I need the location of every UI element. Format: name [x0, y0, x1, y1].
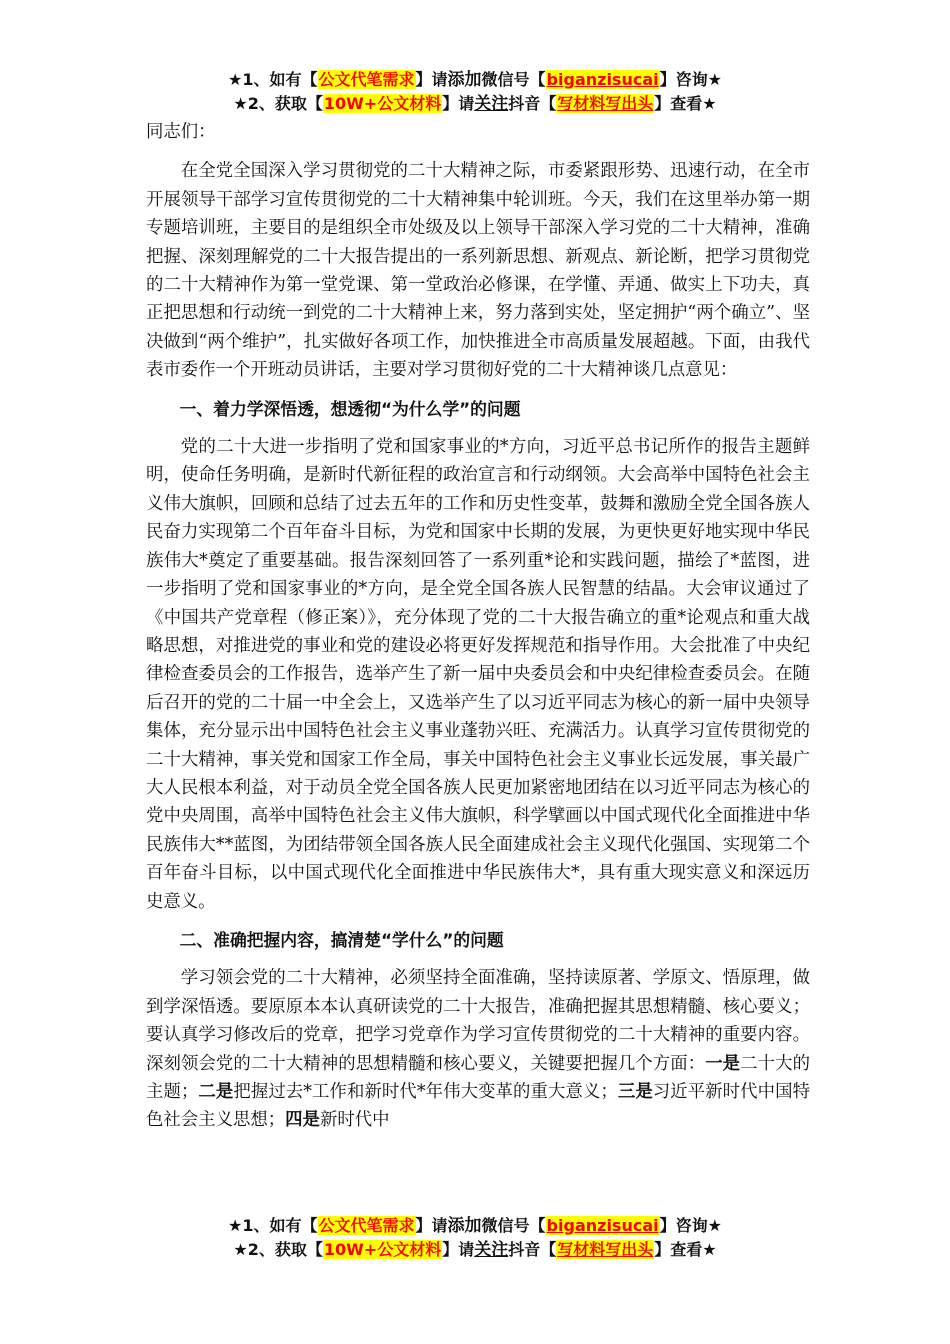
promo-text: 】查看★	[654, 94, 717, 113]
section-heading-2: 二、准确把握内容，搞清楚“学什么”的问题	[179, 929, 504, 950]
promo-text: 】查看★	[654, 1240, 717, 1259]
promo-text: 】咨询★	[659, 70, 722, 89]
key-point-marker: 一是	[705, 1053, 741, 1074]
promo-wechat-id: biganzisucai	[546, 70, 659, 89]
promo-text: 】请	[442, 1240, 475, 1259]
promo-text: 】请	[415, 1216, 448, 1235]
promo-text: 】咨询★	[659, 1216, 722, 1235]
paragraph-text: 习近平新时代中国特色社会主义思想；	[146, 1082, 810, 1131]
promo-text: 抖音【	[508, 94, 557, 113]
paragraph-text: 新时代中	[319, 1110, 390, 1131]
promo-text: ★1、如有【	[228, 1216, 318, 1235]
section-1-paragraph: 党的二十大进一步指明了党和国家事业的*方向，习近平总书记所作的报告主题鲜明，使命任务明确，是新时代新征程的政治宣言和行动纲领。大会高举中国特色社会主义伟大旗帜，回顾和总结了过去五年的工作和历史性变革，鼓舞和激励全党全国各族人民奋力实现第二个百年奋斗目标，为党和国家中长期的发展，为更快更好地实现中华民族伟大*奠定了重要基础。报告深刻回答了一系列重*论和实践问题，描绘了*蓝图，进一步指明了党和国家事业的*方向，是全党全国各族人民智慧的结晶。大会审议通过了《中国共产党章程（修正案）》，充分体现了党的二十大报告确立的重*论观点和重大战略思想，对推进党的事业和党的建设必将更好发挥规范和指导作用。大会批准了中央纪律检查委员会的工作报告，选举产生了新一届中央委员会和中央纪律检查委员会。在随后召开的党的二十届一中全会上，又选举产生了以习近平同志为核心的新一届中央领导集体，充分显示出中国特色社会主义事业蓬勃兴旺、充满活力。认真学习宣传贯彻党的二十大精神，事关党和国家工作全局，事关中国特色社会主义事业长远发展，事关最广大人民根本利益，对于动员全党全国各族人民更加紧密地团结在以习近平同志为核心的党中央周围，高举中国特色社会主义伟大旗帜，科学擘画以中国式现代化全面推进中华民族伟大**蓝图，为团结带领全国各族人民全面建成社会主义现代化强国、实现第二个百年奋斗目标，以中国式现代化全面推进中华民族伟大*，具有重大现实意义和深远历史意义。	[146, 437, 810, 912]
promo-highlight: 公文代笔需求	[318, 70, 415, 89]
intro-paragraph: 在全党全国深入学习贯彻党的二十大精神之际，市委紧跟形势、迅速行动，在全市开展领导干部学习宣传贯彻党的二十大精神集中轮训班。今天，我们在这里举办第一期专题培训班，主要目的是组织全市处级及以上领导干部深入学习党的二十大精神，准确把握、深刻理解党的二十大报告提出的一系列新思想、新观点、新论断，把学习贯彻党的二十大精神作为第一堂党课、第一堂政治必修课，在学懂、弄通、做实上下功夫，真正把思想和行动统一到党的二十大精神上来，努力落到实处，坚定拥护“两个确立”、坚决做到“两个维护”，扎实做好各项工作，加快推进全市高质量发展超越。下面，由我代表市委作一个开班动员讲话，主要对学习贯彻好党的二十大精神谈几点意见：	[146, 161, 810, 381]
salutation: 同志们：	[146, 122, 216, 142]
document-body	[146, 118, 810, 1135]
paragraph-text: 二十大的主题；	[146, 1053, 810, 1102]
key-point-marker: 四是	[285, 1110, 320, 1131]
promo-text: 】请	[415, 70, 448, 89]
promo-wechat-id: biganzisucai	[546, 1216, 659, 1235]
promo-text: ★2、获取【	[233, 94, 323, 113]
paragraph-text: 学习领会党的二十大精神，必须坚持全面准确，坚持读原著、学原文、悟原理，做到学深悟透。要原原本本认真研读党的二十大报告，准确把握其思想精髓、核心要义；要认真学习修改后的党章，把学习党章作为学习宣传贯彻党的二十大精神的重要内容。深刻领会党的二十大精神的思想精髓和核心要义，关键要把握几个方面：	[146, 968, 810, 1074]
promo-line-1	[0, 1214, 950, 1238]
promo-text: ★2、获取【	[233, 1240, 323, 1259]
promo-line-1	[0, 68, 950, 92]
promo-banner-bottom	[0, 1214, 950, 1262]
promo-highlight: 公文代笔需求	[318, 1216, 415, 1235]
paragraph-text: 把握过去*工作和新时代*年伟大变革的重大意义；	[233, 1082, 618, 1102]
promo-text: ★1、如有【	[228, 70, 318, 89]
promo-banner-top	[0, 68, 950, 116]
key-point-marker: 三是	[617, 1082, 653, 1102]
promo-emphasis: 关注	[474, 94, 509, 114]
section-heading-1: 一、着力学深悟透，想透彻“为什么学”的问题	[179, 398, 521, 419]
promo-text: 微信号【	[481, 1216, 546, 1235]
key-point-marker: 二是	[198, 1082, 234, 1102]
promo-highlight: 10W+公文材料	[323, 1240, 442, 1259]
promo-line-2	[0, 92, 950, 116]
promo-douyin-id: 写材料写出头	[557, 1240, 654, 1259]
promo-emphasis: 添加	[447, 1216, 482, 1236]
promo-highlight: 10W+公文材料	[323, 94, 442, 113]
promo-line-2	[0, 1238, 950, 1262]
section-2-paragraph	[146, 964, 810, 1134]
promo-text: 微信号【	[481, 70, 546, 89]
promo-douyin-id: 写材料写出头	[557, 94, 654, 113]
promo-emphasis: 关注	[474, 1240, 509, 1260]
promo-emphasis: 添加	[447, 70, 482, 90]
promo-text: 抖音【	[508, 1240, 557, 1259]
promo-text: 】请	[442, 94, 475, 113]
